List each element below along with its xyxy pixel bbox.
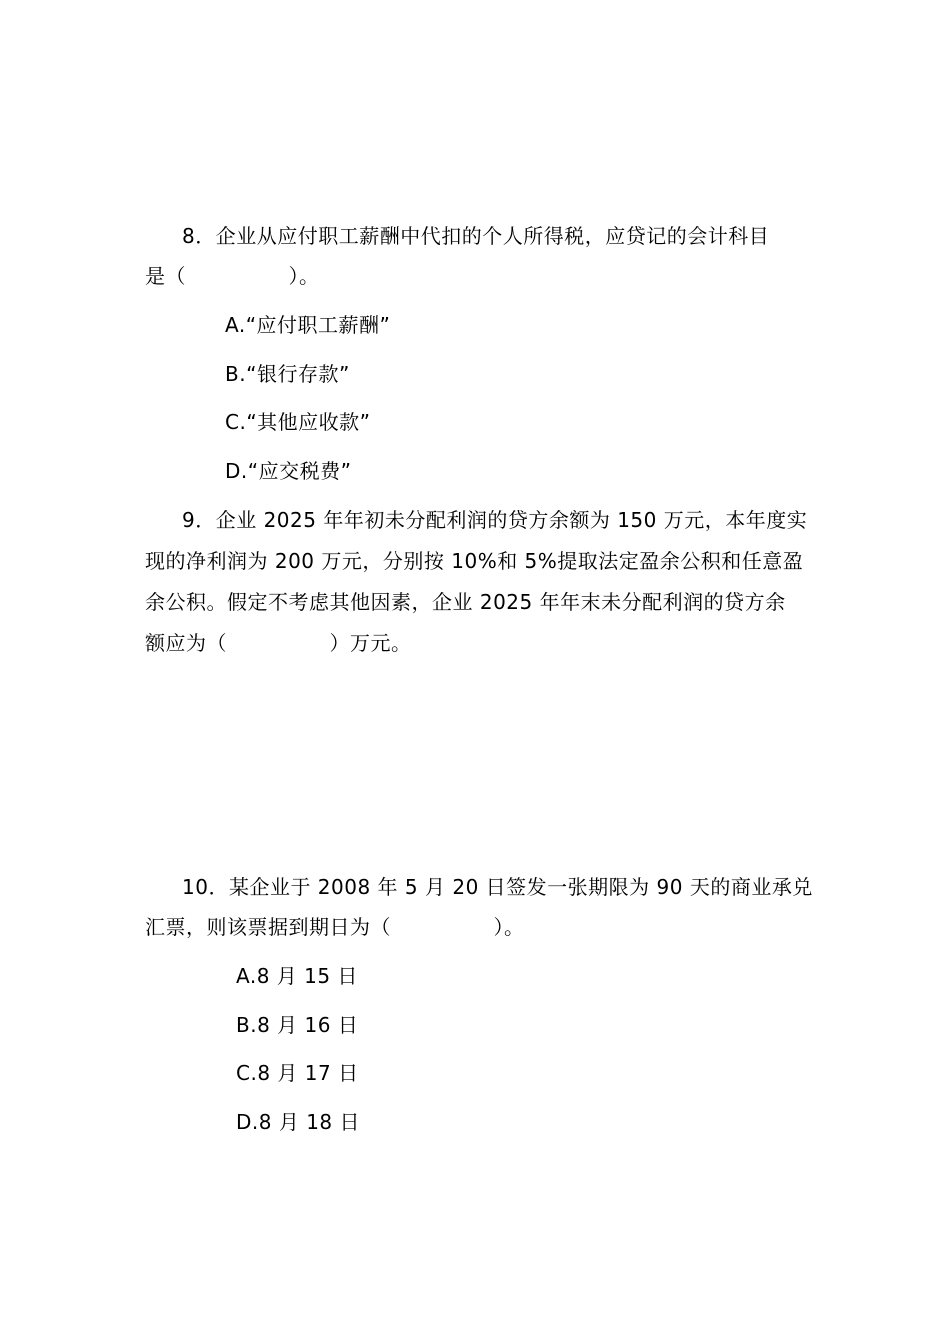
answer-option-a: A.8 月 15 日 xyxy=(236,964,358,988)
question-stem-line: 是（ ）。 xyxy=(145,264,320,288)
answer-option-b: B.8 月 16 日 xyxy=(236,1013,359,1037)
question-stem-line: 10．某企业于 2008 年 5 月 20 日签发一张期限为 90 天的商业承兑 xyxy=(182,875,813,899)
answer-option-a: A.“应付职工薪酬” xyxy=(225,313,391,337)
question-stem-line: 余公积。假定不考虑其他因素，企业 2025 年年末未分配利润的贷方余 xyxy=(145,590,786,614)
answer-option-c: C.“其他应收款” xyxy=(225,410,371,434)
question-stem-line: 额应为（ ）万元。 xyxy=(145,631,412,655)
question-stem-line: 汇票，则该票据到期日为（ ）。 xyxy=(145,915,525,939)
question-stem-line: 9．企业 2025 年年初未分配利润的贷方余额为 150 万元，本年度实 xyxy=(182,508,808,532)
answer-option-d: D.“应交税费” xyxy=(225,459,352,483)
question-stem-line: 现的净利润为 200 万元，分别按 10%和 5%提取法定盈余公积和任意盈 xyxy=(145,549,804,573)
answer-option-c: C.8 月 17 日 xyxy=(236,1061,359,1085)
answer-option-d: D.8 月 18 日 xyxy=(236,1110,361,1134)
question-stem-line: 8．企业从应付职工薪酬中代扣的个人所得税，应贷记的会计科目 xyxy=(182,224,770,248)
answer-option-b: B.“银行存款” xyxy=(225,362,350,386)
